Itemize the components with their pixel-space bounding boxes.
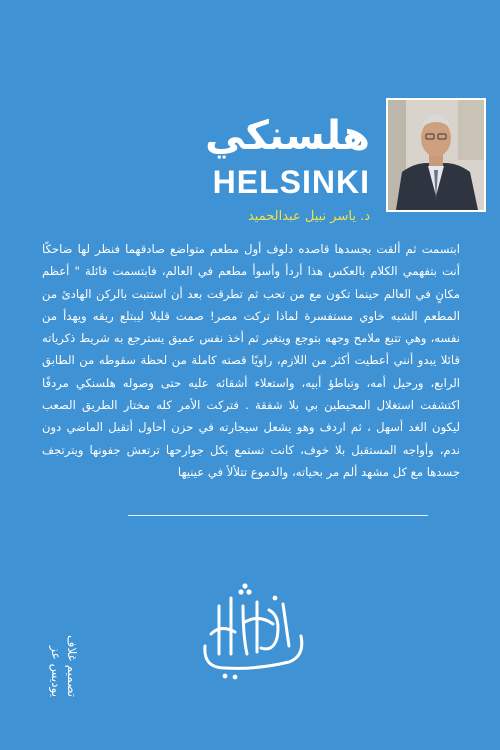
- synopsis-text: ابتسمت ثم ألقت بجسدها قاصده دلوف أول مطعم متواضع صادقهما فنظر لها ضاحكًا أنت بتفهمي الكلام بالعكس هذا أردأ وأسوأ مطعم في العالم، فابتسمت قائلة " أعظم مكانٍ في العالم حينما تكون مع من تحب ثم تطرقت بعد أن استتبت بالركن الهادئ من المطعم الشبه خاوي مستفسرة لماذا تركت مصر! صمت قليلا ليبتلع ريقه ويهدأ من نفسه، وهي تتبع ملامح وجهه بتوجع ويتغير ثم أخذ نفس عميق يسترجع به شريط ذكرياته قائلا يبدو أنني أعطيت أكثر من اللازم، راويًا قصته كاملة من لحظة سقوطه من الطابق الرابع، ورحيل أمه، وتباطؤ أبيه، واستعلاء أشقائه عليه حتى وصوله هلسنكي مردفًا اكتشفت استغلال المحيطين بي بلا شفقة . فتركت الأمر كله مختار الطريق الصعب ليكون الغد أسهل ، ثم اردف وهو يشعل سيجارته في حزن أحاول أتقبل الماضي دون ندم، وأواجه المستقبل بلا خوف، كانت تستمع بكل جوارحها ترتعش جفونها ويترتجف جسدها مع كل مشهد ألم مر بحياته، والدموع تتلألأ في عينيها: [42, 242, 460, 479]
- cover-design-label: تصميم غلاف: [65, 635, 79, 697]
- cover-designer-name: يوديس عز: [49, 645, 63, 697]
- book-title-english: HELSINKI: [212, 164, 370, 200]
- book-title-arabic: هلسنكي: [205, 113, 370, 159]
- publisher-logo: [185, 576, 320, 686]
- author-photo: [386, 98, 486, 212]
- cover-design-credit: [40, 577, 80, 697]
- author-name: د. ياسر نبيل عبدالحميد: [247, 209, 370, 224]
- divider-line: [128, 515, 428, 516]
